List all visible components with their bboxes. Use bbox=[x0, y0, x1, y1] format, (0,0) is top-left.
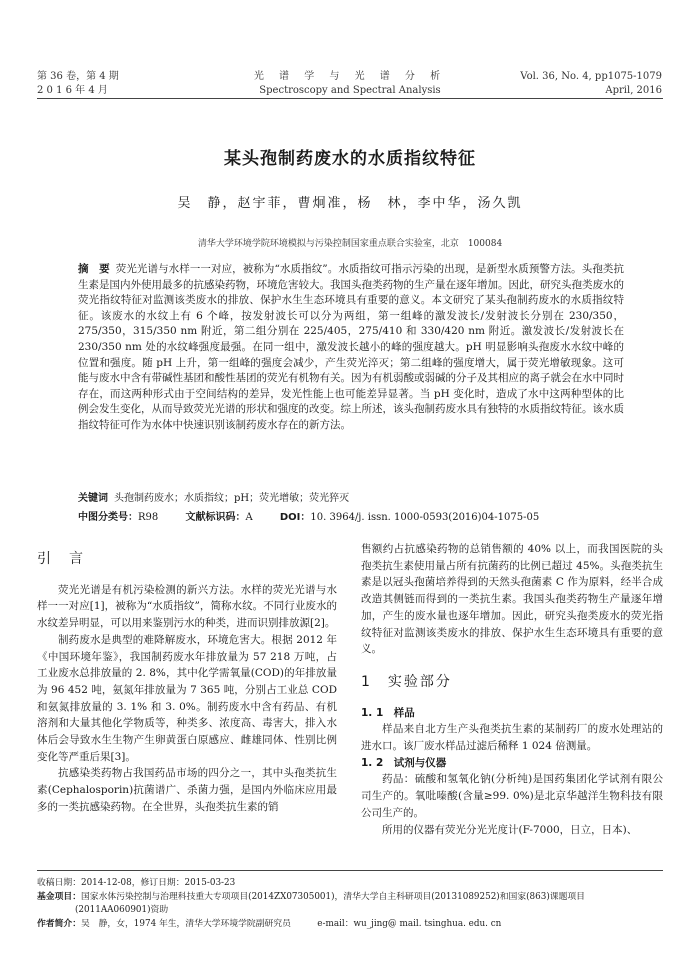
funding-line bbox=[37, 891, 663, 905]
clc-value: R98 bbox=[138, 512, 159, 523]
funding-label: 基金项目： bbox=[37, 891, 81, 902]
abstract bbox=[78, 262, 624, 434]
header-divider bbox=[37, 98, 663, 99]
subsection-1-1-text: 样品来自北方生产头孢类抗生素的某制药厂的废水处理站的进水口。该厂废水样品过滤后稀释 1 024 倍测量。 bbox=[361, 723, 663, 753]
abstract-label: 摘 要 bbox=[78, 263, 110, 275]
subsection-1-1-heading: 1. 1 样品 bbox=[361, 706, 415, 719]
journal-pages-info bbox=[520, 70, 662, 98]
body-left-column bbox=[37, 541, 337, 816]
intro-paragraph-3: 抗感染类药物占我国药品市场的四分之一，其中头孢类抗生素(Cephalosporin)抗菌谱广、杀菌力强，是国内外临床应用最多的一类抗感染药物。在全世界，头孢类抗生素的销 bbox=[37, 767, 337, 813]
footnotes bbox=[37, 877, 663, 931]
keywords bbox=[78, 492, 624, 506]
volume-issue: 第 36 卷，第 4 期 bbox=[37, 71, 119, 82]
journal-name-en: Spectroscopy and Spectral Analysis bbox=[259, 85, 441, 96]
doc-code-value: A bbox=[245, 512, 253, 523]
publication-date: 2 0 1 6 年 4 月 bbox=[37, 85, 108, 96]
author-bio-label: 作者简介： bbox=[37, 918, 81, 929]
subsection-1-2-heading: 1. 2 试剂与仪器 bbox=[361, 756, 447, 769]
doi-label: DOI： bbox=[279, 512, 311, 523]
issue-month: April, 2016 bbox=[605, 85, 662, 96]
classification-line bbox=[78, 511, 624, 525]
clc-label: 中图分类号： bbox=[78, 512, 138, 523]
subsection-1-2-text-1: 药品：硫酸和氢氧化钠(分析纯)是国药集团化学试剂有限公司生产的。氧吡嗪酸(含量≥99. 0%)是北京华越洋生物科技有限公司生产的。 bbox=[361, 773, 663, 819]
subsection-1-2-text-2: 所用的仪器有荧光分光光度计(F-7000，日立，日本)、 bbox=[382, 823, 638, 836]
vol-pages: Vol. 36, No. 4, pp1075-1079 bbox=[520, 71, 662, 82]
affiliation: 清华大学环境学院环境模拟与污染控制国家重点联合实验室，北京 100084 bbox=[197, 239, 503, 249]
intro-paragraph-2: 制药废水是典型的难降解废水，环境危害大。根据 2012 年《中国环境年鉴》，我国制药废水年排放量为 57 218 万吨，占工业废水总排放量的 2. 8%，其中化学需氧量(COD)的年排放量为 96 452 吨，氨氮年排放量为 7 365 吨，分别占工业总 COD 和氨氮排放量的 3. 1% 和 3. 0%。制药废水中含有药品、有机溶剂和大量其他化学物质等，种类多、浓度高、毒害大，排入水体后会导致水生生物产生卵黄蛋白原感应、雌雄同体、性别比例变化等严重后果[3]。 bbox=[37, 633, 337, 763]
abstract-text: 荧光光谱与水样一一对应，被称为“水质指纹”。水质指纹可指示污染的出现，是新型水质预警方法。头孢类抗生素是国内外使用最多的抗感染药物，环境危害较大。我国头孢类药物的生产量在逐年增加。因此，研究头孢类废水的荧光指纹特征对监测该类废水的排放、保护水生生态环境具有重要的意义。本文研究了某头孢制药废水的水质指纹特征。该废水的水纹上有 6 个峰，按发射波长可以分为两组，第一组峰的激发波长/发射波长分别在 230/350，275/350，315/350 nm 附近，第二组分别在 225/405，275/410 和 330/420 nm 附近。激发波长/发射波长在 230/350 nm 处的水纹峰强度最强。在同一组中，激发波长越小的峰的强度越大。pH 明显影响头孢废水水纹中峰的位置和强度。随 pH 上升，第一组峰的强度会减少，产生荧光淬灭；第二组峰的强度增大，属于荧光增敏现象。这可能与废水中含有带碱性基团和酸性基团的荧光有机物有关。因为有机弱酸或弱碱的分子及其相应的离子就会在水中同时存在，而这两种形式由于空间结构的差异，发光性能上也可能差异显著。当 pH 变化时，造成了水中这两种型体的比例会发生变化，从而导致荧光光谱的形状和强度的改变。综上所述，该头孢制药废水具有独特的水质指纹特征。该水质指纹特征可作为水体中快速识别该制药废水存在的新方法。 bbox=[78, 263, 625, 431]
keywords-label: 关键词 bbox=[78, 493, 108, 504]
doi-value: 10. 3964/j. issn. 1000-0593(2016)04-1075-05 bbox=[310, 512, 540, 523]
intro-heading: 引 言 bbox=[37, 551, 85, 567]
funding-text: 国家水体污染控制与治理科技重大专项项目(2014ZX07305001)，清华大学自主科研项目(20131089252)和国家(863)课题项目 bbox=[81, 891, 585, 902]
footnote-divider bbox=[37, 870, 663, 871]
doc-code-label: 文献标识码： bbox=[185, 512, 246, 523]
body-right-column bbox=[361, 541, 663, 838]
received-dates: 收稿日期：2014-12-08，修订日期：2015-03-23 bbox=[37, 878, 236, 888]
intro-paragraph-continued: 售额约占抗感染药物的总销售额的 40% 以上，而我国医院的头孢类抗生素使用量占所有抗菌药的比例已超过 45%。头孢类抗生素是以冠头孢菌培养得到的天然头孢菌素 C 作为原料，经半合成改造其侧链而得到的一类抗生素。我国头孢类药物生产量逐年增加，产生的废水量也逐年增加。因此，研究头孢类废水的荧光指纹特征对监测该类废水的排放、保护水生生态环境具有重要的意义。 bbox=[361, 543, 663, 656]
author-list: 吴 静，赵宇菲，曹炯准，杨 林，李中华，汤久凯 bbox=[177, 196, 523, 211]
paper-title: 某头孢制药废水的水质指纹特征 bbox=[224, 149, 476, 169]
journal-name-cn: 光 谱 学 与 光 谱 分 析 bbox=[253, 71, 447, 82]
funding-text-cont: (2011AA060901)资助 bbox=[75, 905, 169, 915]
section-1-heading: 1 实验部分 bbox=[361, 673, 452, 690]
keywords-text: 头孢制药废水；水质指纹；pH；荧光增敏；荧光猝灭 bbox=[114, 493, 350, 504]
intro-paragraph-1: 荧光光谱是有机污染检测的新兴方法。水样的荧光光谱与水样一一对应[1]，被称为“水质指纹”，简称水纹。不同行业废水的水纹差异明显，可以用来鉴别污水的种类，进而识别排放源[2]。 bbox=[37, 583, 337, 630]
author-bio-text: 吴 静，女，1974 年生，清华大学环境学院副研究员 e-mail：wu_jing@ mail. tsinghua. edu. cn bbox=[81, 918, 502, 929]
author-bio-line bbox=[37, 918, 663, 932]
